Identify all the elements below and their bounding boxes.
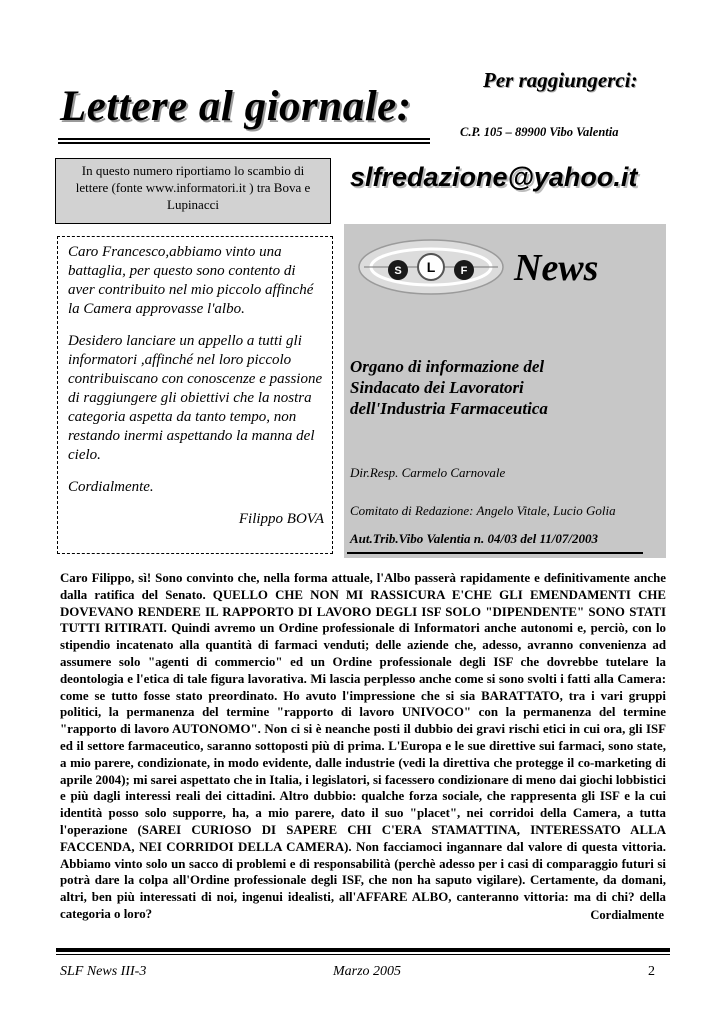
- reply-letter-body: Caro Filippo, sì! Sono convinto che, nella forma attuale, l'Albo passerà rapidamente e definitivamente anche dalla ratifica del Senato. QUELLO CHE NON MI RASSICURA E'CHE GLI EMENDAMENTI CHE DOVEVANO RENDERE IL RAPPORTO DI LAVORO DEGLI ISF SOLO "DIPENDENTE" SONO STATI TUTTI RITIRATI. Quindi avremo un Ordine professionale di Informatori anche autonomi e, perciò, con lo stipendio incatenato alla quantità di farmaci venduti; delle aziende che, adesso, avranno convenienza ad assumere solo "agenti di commercio" ed un Ordine professionale degli ISF che dovrebbe tutelare la deontologia e l'etica di tale figura lavorativa. Mi lascia perplesso anche come si sono svolti i fatti alla Camera: come se tutto fosse stato preordinato. Ho avuto l'impressione che si sia BARATTATO, tra i vari gruppi politici, la permanenza del termine "rapporto di lavoro UNIVOCO" con la permanenza del termine "rapporto di lavoro AUTONOMO". Non ci si è neanche posti il dubbio dei gravi rischi etici in cui ora, gli ISF ed il settore farmaceutico, saranno sottoposti più di prima. L'Europa e le sue direttive sui farmaci, sono state, a mio parere, condizionate, in modo evidente, dalle industrie (vedi la direttiva che protegge il co-marketing di aprile 2004); mi sarei aspettato che in Italia, i legislatori, si facessero condizionare di meno dai giochi lobbistici e più dagli interessi reali dei cittadini. Altro dubbio: qualche forza sociale, che rappresenta gli ISF e la cui identità posso solo supporre, ha, a mio parere, dato il suo "placet", nei corridoi della Camera, a tutta l'operazione (SAREI CURIOSO DI SAPERE CHI C'ERA STAMATTINA, INTERESSATO ALLA FACCENDA, NEI CORRIDOI DELLA CAMERA). Non facciamoci ingannare dal valore di questa vittoria. Abbiamo vinto solo un sacco di problemi e di responsabilità (perchè adesso per i casi di comparaggio futuri si potrà dare la colpa all'Ordine professionale degli ISF, che non ha saputo vigilare). Certamente, da domani, altri, ben più interessati di noi, ingenui idealisti, all'AFFARE ALBO, canteranno vittoria: ma di chi? della categoria o loro?: [60, 571, 666, 921]
- masthead-title: Lettere al giornale:: [60, 83, 412, 130]
- logo-letter-s: S: [394, 265, 402, 277]
- organ-line: Sindacato dei Lavoratori: [350, 378, 524, 397]
- masthead-rule: [58, 138, 430, 144]
- committee-credit: Comitato di Redazione: Angelo Vitale, Lucio Golia: [350, 503, 616, 518]
- organ-line: dell'Industria Farmaceutica: [350, 399, 548, 418]
- organ-line: Organo di informazione del: [350, 357, 545, 376]
- news-heading: News: [514, 247, 599, 289]
- letter-paragraph: Caro Francesco,abbiamo vinto una battaglia, per questo sono contento di aver contribuito nel mio piccolo affinché la Camera approvasse l'albo.: [68, 244, 314, 317]
- slf-logo-graphic: [356, 234, 506, 300]
- letter-paragraph: Cordialmente.: [68, 479, 154, 495]
- organ-description: [350, 356, 650, 419]
- postal-address: C.P. 105 – 89900 Vibo Valentia: [460, 125, 619, 139]
- intro-box: [55, 158, 331, 224]
- logo-letter-l: L: [426, 259, 436, 275]
- letter-paragraph: Desidero lanciare un appello a tutti gli informatori ,affinché nel loro piccolo contribuiscano con conoscenze e passione di raggiungere gli obiettivi che la nostra categoria aspetta da tanto tempo, non restando inermi aspettando la manna del cielo.: [68, 333, 323, 463]
- footer-date: Marzo 2005: [333, 964, 402, 979]
- authorization-rule: [347, 552, 643, 554]
- footer-rule-thin: [56, 954, 670, 955]
- slf-logo: [356, 234, 506, 300]
- intro-text: In questo numero riportiamo lo scambio di lettere (fonte www.informatori.it ) tra Bova e Lupinacci: [75, 163, 311, 212]
- footer-rule: [56, 948, 670, 952]
- reply-closing: Cordialmente: [590, 908, 664, 922]
- page-number: 2: [648, 964, 655, 979]
- logo-letter-f: F: [460, 265, 468, 277]
- email-address: slfredazione@yahoo.it: [350, 162, 638, 192]
- footer-issue: SLF News III-3: [60, 964, 147, 979]
- letter-signature: Filippo BOVA: [238, 511, 324, 527]
- director-credit: Dir.Resp. Carmelo Carnovale: [350, 465, 506, 480]
- reach-us-title: Per raggiungerci:: [483, 68, 638, 92]
- authorization-credit: Aut.Trib.Vibo Valentia n. 04/03 del 11/07/2003: [350, 531, 599, 546]
- letter-box: [57, 236, 333, 554]
